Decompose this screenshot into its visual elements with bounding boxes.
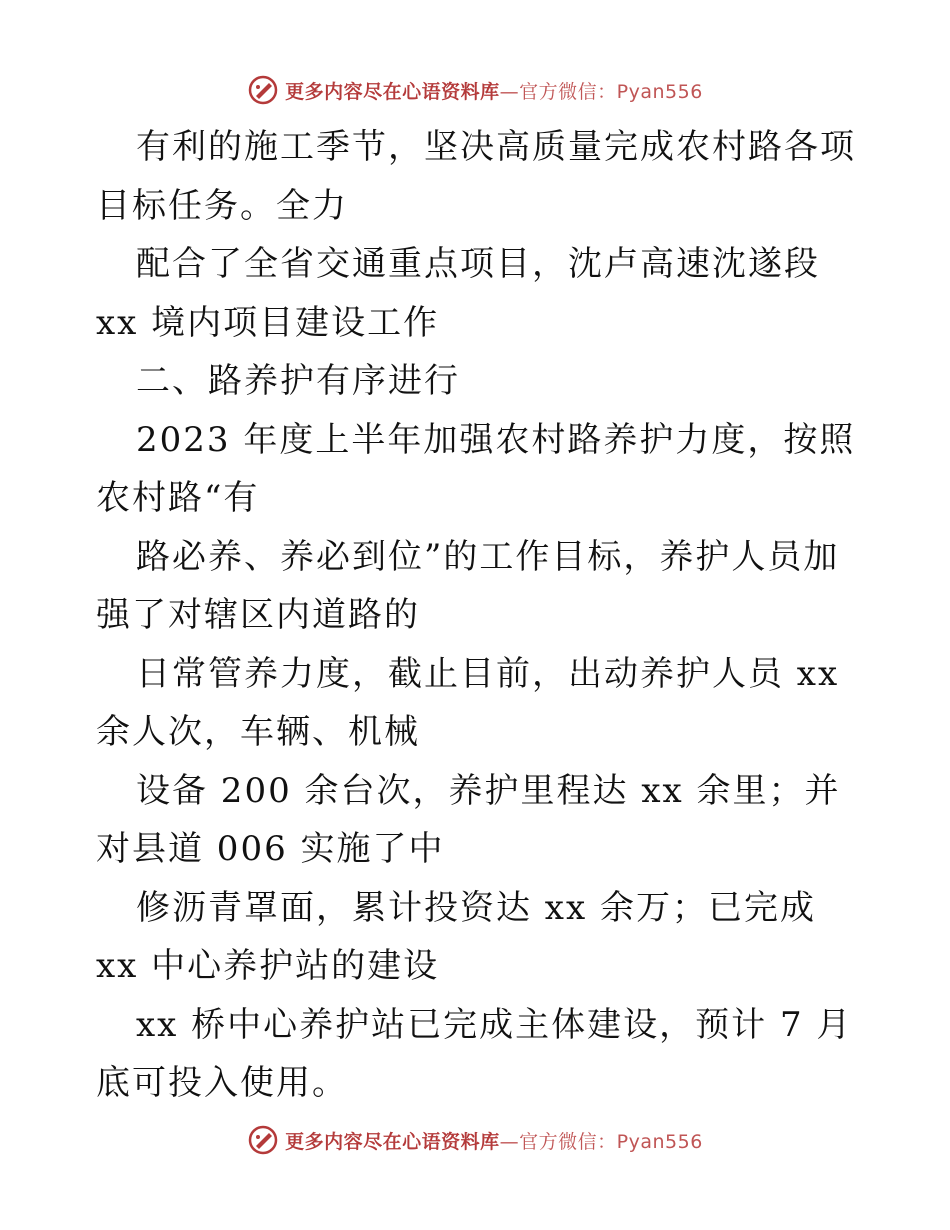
- watermark-prefix: 更多内容尽在心语资料库: [285, 80, 500, 103]
- watermark-prefix: 更多内容尽在心语资料库: [285, 1130, 500, 1153]
- paragraph: 有利的施工季节，坚决高质量完成农村路各项目标任务。全力: [96, 127, 856, 226]
- paragraph: 修沥青罩面，累计投资达 xx 余万；已完成 xx 中心养护站的建设: [96, 887, 816, 986]
- paragraph: 路必养、养必到位”的工作目标，养护人员加强了对辖区内道路的: [96, 536, 840, 635]
- document-body: [96, 118, 866, 1113]
- brand-logo-icon: [247, 74, 279, 106]
- paragraph: xx 桥中心养护站已完成主体建设，预计 7 月底可投入使用。: [96, 1004, 853, 1103]
- brand-logo-icon: [247, 1124, 279, 1156]
- header-watermark: [0, 70, 950, 110]
- paragraph: 2023 年度上半年加强农村路养护力度，按照农村路“有: [96, 419, 856, 518]
- paragraph: 配合了全省交通重点项目，沈卢高速沈遂段 xx 境内项目建设工作: [96, 244, 820, 343]
- watermark-suffix: —官方微信：Pyan556: [499, 1130, 703, 1153]
- footer-watermark: [0, 1120, 950, 1160]
- paragraph: 设备 200 余台次，养护里程达 xx 余里；并对县道 006 实施了中: [96, 770, 841, 869]
- watermark-suffix: —官方微信：Pyan556: [499, 80, 703, 103]
- paragraph: 日常管养力度，截止目前，出动养护人员 xx 余人次，车辆、机械: [96, 653, 840, 752]
- section-heading: 二、路养护有序进行: [136, 361, 460, 401]
